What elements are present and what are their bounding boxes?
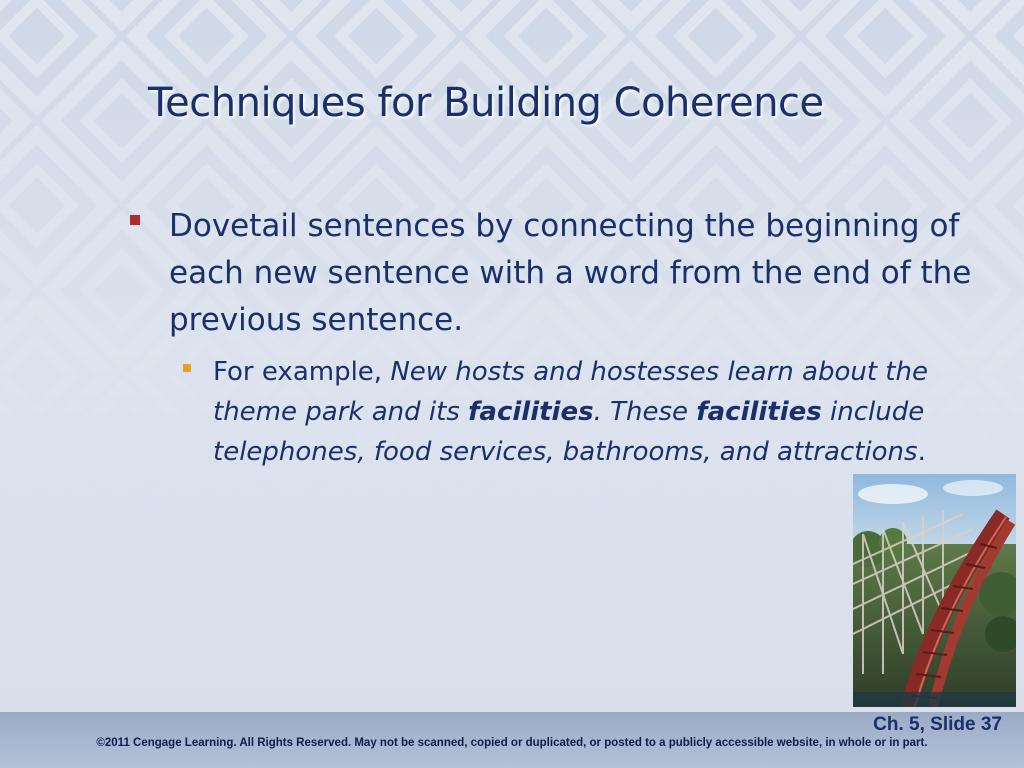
square-bullet-icon — [130, 215, 140, 225]
copyright-notice: ©2011 Cengage Learning. All Rights Reserved. May not be scanned, copied or duplicated, or posted to a publicly accessible website, in whole or in part. — [96, 737, 928, 749]
bullet-text-primary: Dovetail sentences by connecting the beginning of each new sentence with a word from the end of the previous sentence. — [169, 208, 972, 338]
square-bullet-icon — [183, 364, 191, 372]
slide-number: Ch. 5, Slide 37 — [873, 714, 1002, 735]
example-bold-2: facilities — [696, 397, 822, 427]
example-bold-1: facilities — [468, 397, 594, 427]
roller-coaster-photo — [853, 474, 1016, 707]
slide-title: Techniques for Building Coherence — [148, 80, 824, 126]
example-end: . — [917, 437, 926, 467]
example-lead: For example, — [213, 357, 391, 387]
example-italic-3: include telephones, food services, bathrooms, and attractions — [213, 397, 925, 467]
bullet-text-secondary — [213, 352, 943, 472]
example-italic-1: New hosts and hostesses learn about the theme park and its — [213, 357, 928, 427]
example-italic-2: . These — [593, 397, 697, 427]
